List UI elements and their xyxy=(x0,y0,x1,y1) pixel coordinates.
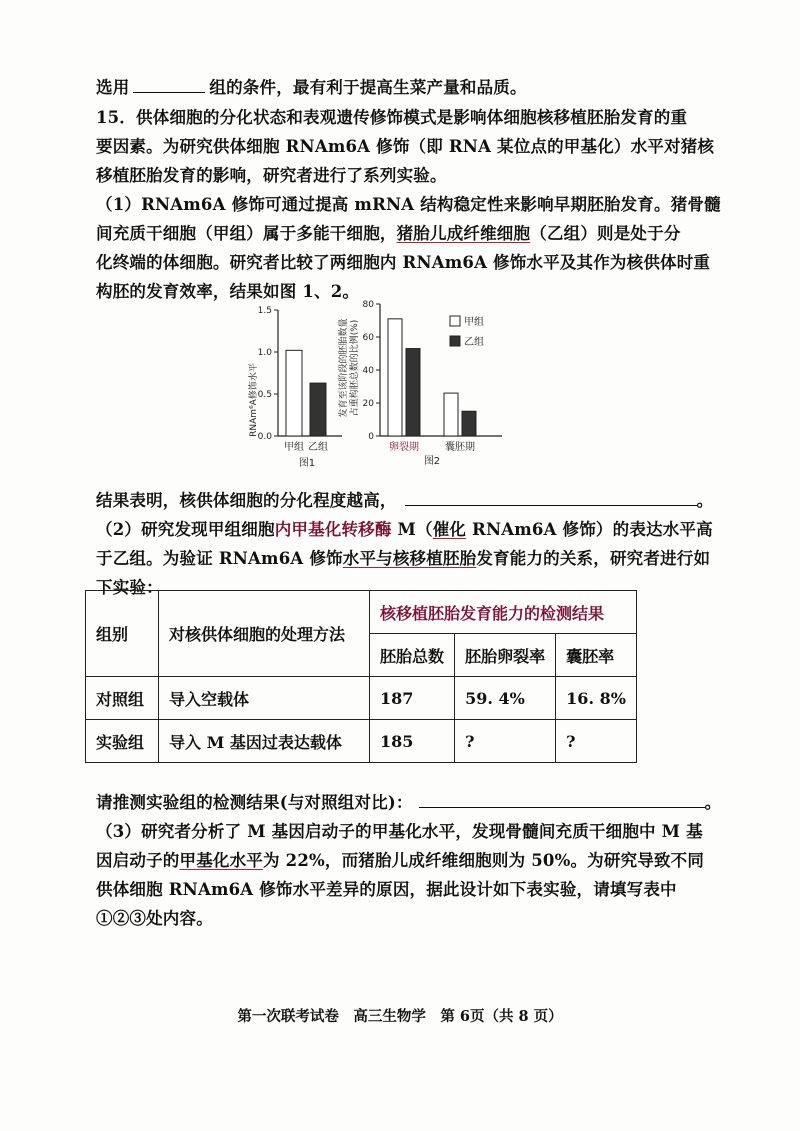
header-total: 胚胎总数 xyxy=(370,634,455,677)
fig1-category-label: 甲组 xyxy=(284,442,304,453)
part1-line-2 xyxy=(96,220,681,244)
fig2-category-label: 卵裂期 xyxy=(389,442,419,453)
fig2-tick-label: 40 xyxy=(362,366,374,376)
predict-line xyxy=(96,789,721,813)
cell-total: 185 xyxy=(370,720,455,763)
answer-blank[interactable] xyxy=(405,491,697,506)
text-segment: 于乙组。为验证 RNAm6A 修饰 xyxy=(96,549,343,568)
text-segment: 。 xyxy=(704,793,722,812)
fig2-bar xyxy=(462,411,476,436)
part3-line-1: （3）研究者分析了 M 基因启动子的甲基化水平，发现骨髓间充质干细胞中 M 基 xyxy=(96,822,703,841)
q15-stem-line-2: 要因素。为研究供体细胞 RNAm6A 修饰（即 RNA 某位点的甲基化）水平对猪核 xyxy=(96,137,715,156)
answer-blank[interactable] xyxy=(419,793,705,808)
fig2-bar xyxy=(388,319,402,436)
cell-blastocyst: ? xyxy=(556,720,637,763)
part1-line-3: 化终端的体细胞。研究者比较了两细胞内 RNAm6A 修饰水平及其作为核供体时重 xyxy=(96,253,711,272)
fig2-ylabel-1: 发育至该阶段的胚胎数量 xyxy=(339,318,349,418)
text-segment: 请推测实验组的检测结果(与对照组对比)： xyxy=(96,793,413,812)
header-cleavage: 胚胎卵裂率 xyxy=(455,634,556,677)
underlined-text: 催化 xyxy=(432,520,467,539)
annotated-text: 内甲基化转移酶 xyxy=(274,520,392,539)
fig2-tick-label: 0 xyxy=(368,432,374,442)
part1-line-4: 构胚的发育效率，结果如图 1、2。 xyxy=(96,282,360,301)
fig2-title: 图2 xyxy=(423,456,441,467)
header-result: 核移植胚胎发育能力的检测结果 xyxy=(370,591,637,634)
cell-group: 对照组 xyxy=(86,677,159,720)
cell-method: 导入 M 基因过表达载体 xyxy=(159,720,370,763)
fig2-tick-label: 60 xyxy=(362,333,374,343)
part3-line-2 xyxy=(96,847,704,871)
fig1-tick-label: 1.0 xyxy=(257,348,272,358)
fig2-category-label: 囊胚期 xyxy=(445,442,475,453)
part3-line-3: 供体细胞 RNAm6A 修饰水平差异的原因，据此设计如下表实验，请填写表中 xyxy=(96,880,677,899)
text-segment: （2）研究发现甲组细胞 xyxy=(96,520,275,539)
fig2-ylabel-2: 占重构胚总数的比例(%) xyxy=(350,319,360,417)
text-segment: RNAm6A 修饰）的表达水平高 xyxy=(466,520,713,539)
text-segment: （乙组）则是处于分 xyxy=(530,224,681,243)
fig1-tick-label: 1.5 xyxy=(257,306,272,316)
text-segment: M（ xyxy=(391,520,433,539)
page-footer: 第一次联考试卷 高三生物学 第 6页（共 8 页） xyxy=(237,1008,563,1025)
text-segment: 组的条件，最有利于提高生菜产量和品质。 xyxy=(209,78,527,97)
result-line xyxy=(96,487,713,511)
underlined-text: 甲基化水平 xyxy=(179,851,263,870)
cell-blastocyst: 16. 8% xyxy=(556,677,637,720)
q15-stem-line-3: 移植胚胎发育的影响，研究者进行了系列实验。 xyxy=(96,166,447,185)
table-row xyxy=(86,677,637,720)
text-segment: 发育能力的关系，研究者进行如 xyxy=(476,549,711,568)
fig1-bar xyxy=(310,383,326,436)
text-segment: 为 22%，而猪胎儿成纤维细胞则为 50%。为研究导致不同 xyxy=(263,851,705,870)
fig1-ylabel: RNAm⁶A修饰水平 xyxy=(249,363,259,437)
text-segment: 间充质干细胞（甲组）属于多能干细胞， xyxy=(96,224,397,243)
header-group: 组别 xyxy=(86,591,159,677)
cell-cleavage: 59. 4% xyxy=(455,677,556,720)
cell-cleavage: ? xyxy=(455,720,556,763)
text-segment: 因启动子的 xyxy=(96,851,180,870)
underlined-text: 猪胎儿成纤维细胞 xyxy=(396,224,531,243)
text-segment: 结果表明，核供体细胞的分化程度越高， xyxy=(96,491,397,510)
part2-line-1 xyxy=(96,516,713,540)
fig2-tick-label: 20 xyxy=(362,399,374,409)
fig2-legend-swatch xyxy=(450,336,460,346)
answer-blank[interactable] xyxy=(133,78,205,93)
header-method: 对核供体细胞的处理方法 xyxy=(159,591,370,677)
part2-line-2 xyxy=(96,545,710,569)
fig1-tick-label: 0.0 xyxy=(257,432,272,442)
figure-2-bar-chart xyxy=(332,296,508,472)
table-row xyxy=(86,720,637,763)
text-segment: 。 xyxy=(696,491,714,510)
q14-tail-line xyxy=(96,74,527,98)
part1-line-1: （1）RNAm6A 修饰可通过提高 mRNA 结构稳定性来影响早期胚胎发育。猪骨髓 xyxy=(96,195,721,214)
cell-method: 导入空载体 xyxy=(159,677,370,720)
fig2-bar xyxy=(406,349,420,436)
cell-total: 187 xyxy=(370,677,455,720)
q15-stem-line-1: 15．供体细胞的分化状态和表观遗传修饰模式是影响体细胞核移植胚胎发育的重 xyxy=(96,108,688,127)
experiment-table xyxy=(85,590,637,763)
fig1-category-label: 乙组 xyxy=(308,442,328,453)
fig1-bar xyxy=(286,350,302,436)
fig2-legend-swatch xyxy=(450,316,460,326)
text-segment: 选用 xyxy=(96,78,130,97)
fig2-tick-label: 80 xyxy=(362,300,374,310)
fig1-title: 图1 xyxy=(298,458,316,469)
fig2-legend-label: 甲组 xyxy=(464,317,484,328)
part2-line-3: 下实验： xyxy=(96,578,163,597)
header-blastocyst: 囊胚率 xyxy=(556,634,637,677)
fig2-legend-label: 乙组 xyxy=(464,337,484,348)
underlined-text: 水平与核移植胚胎 xyxy=(342,549,477,568)
fig1-tick-label: 0.5 xyxy=(257,390,272,400)
cell-group: 实验组 xyxy=(86,720,159,763)
fig2-bar xyxy=(444,393,458,436)
part3-line-4: ①②③处内容。 xyxy=(96,909,213,928)
